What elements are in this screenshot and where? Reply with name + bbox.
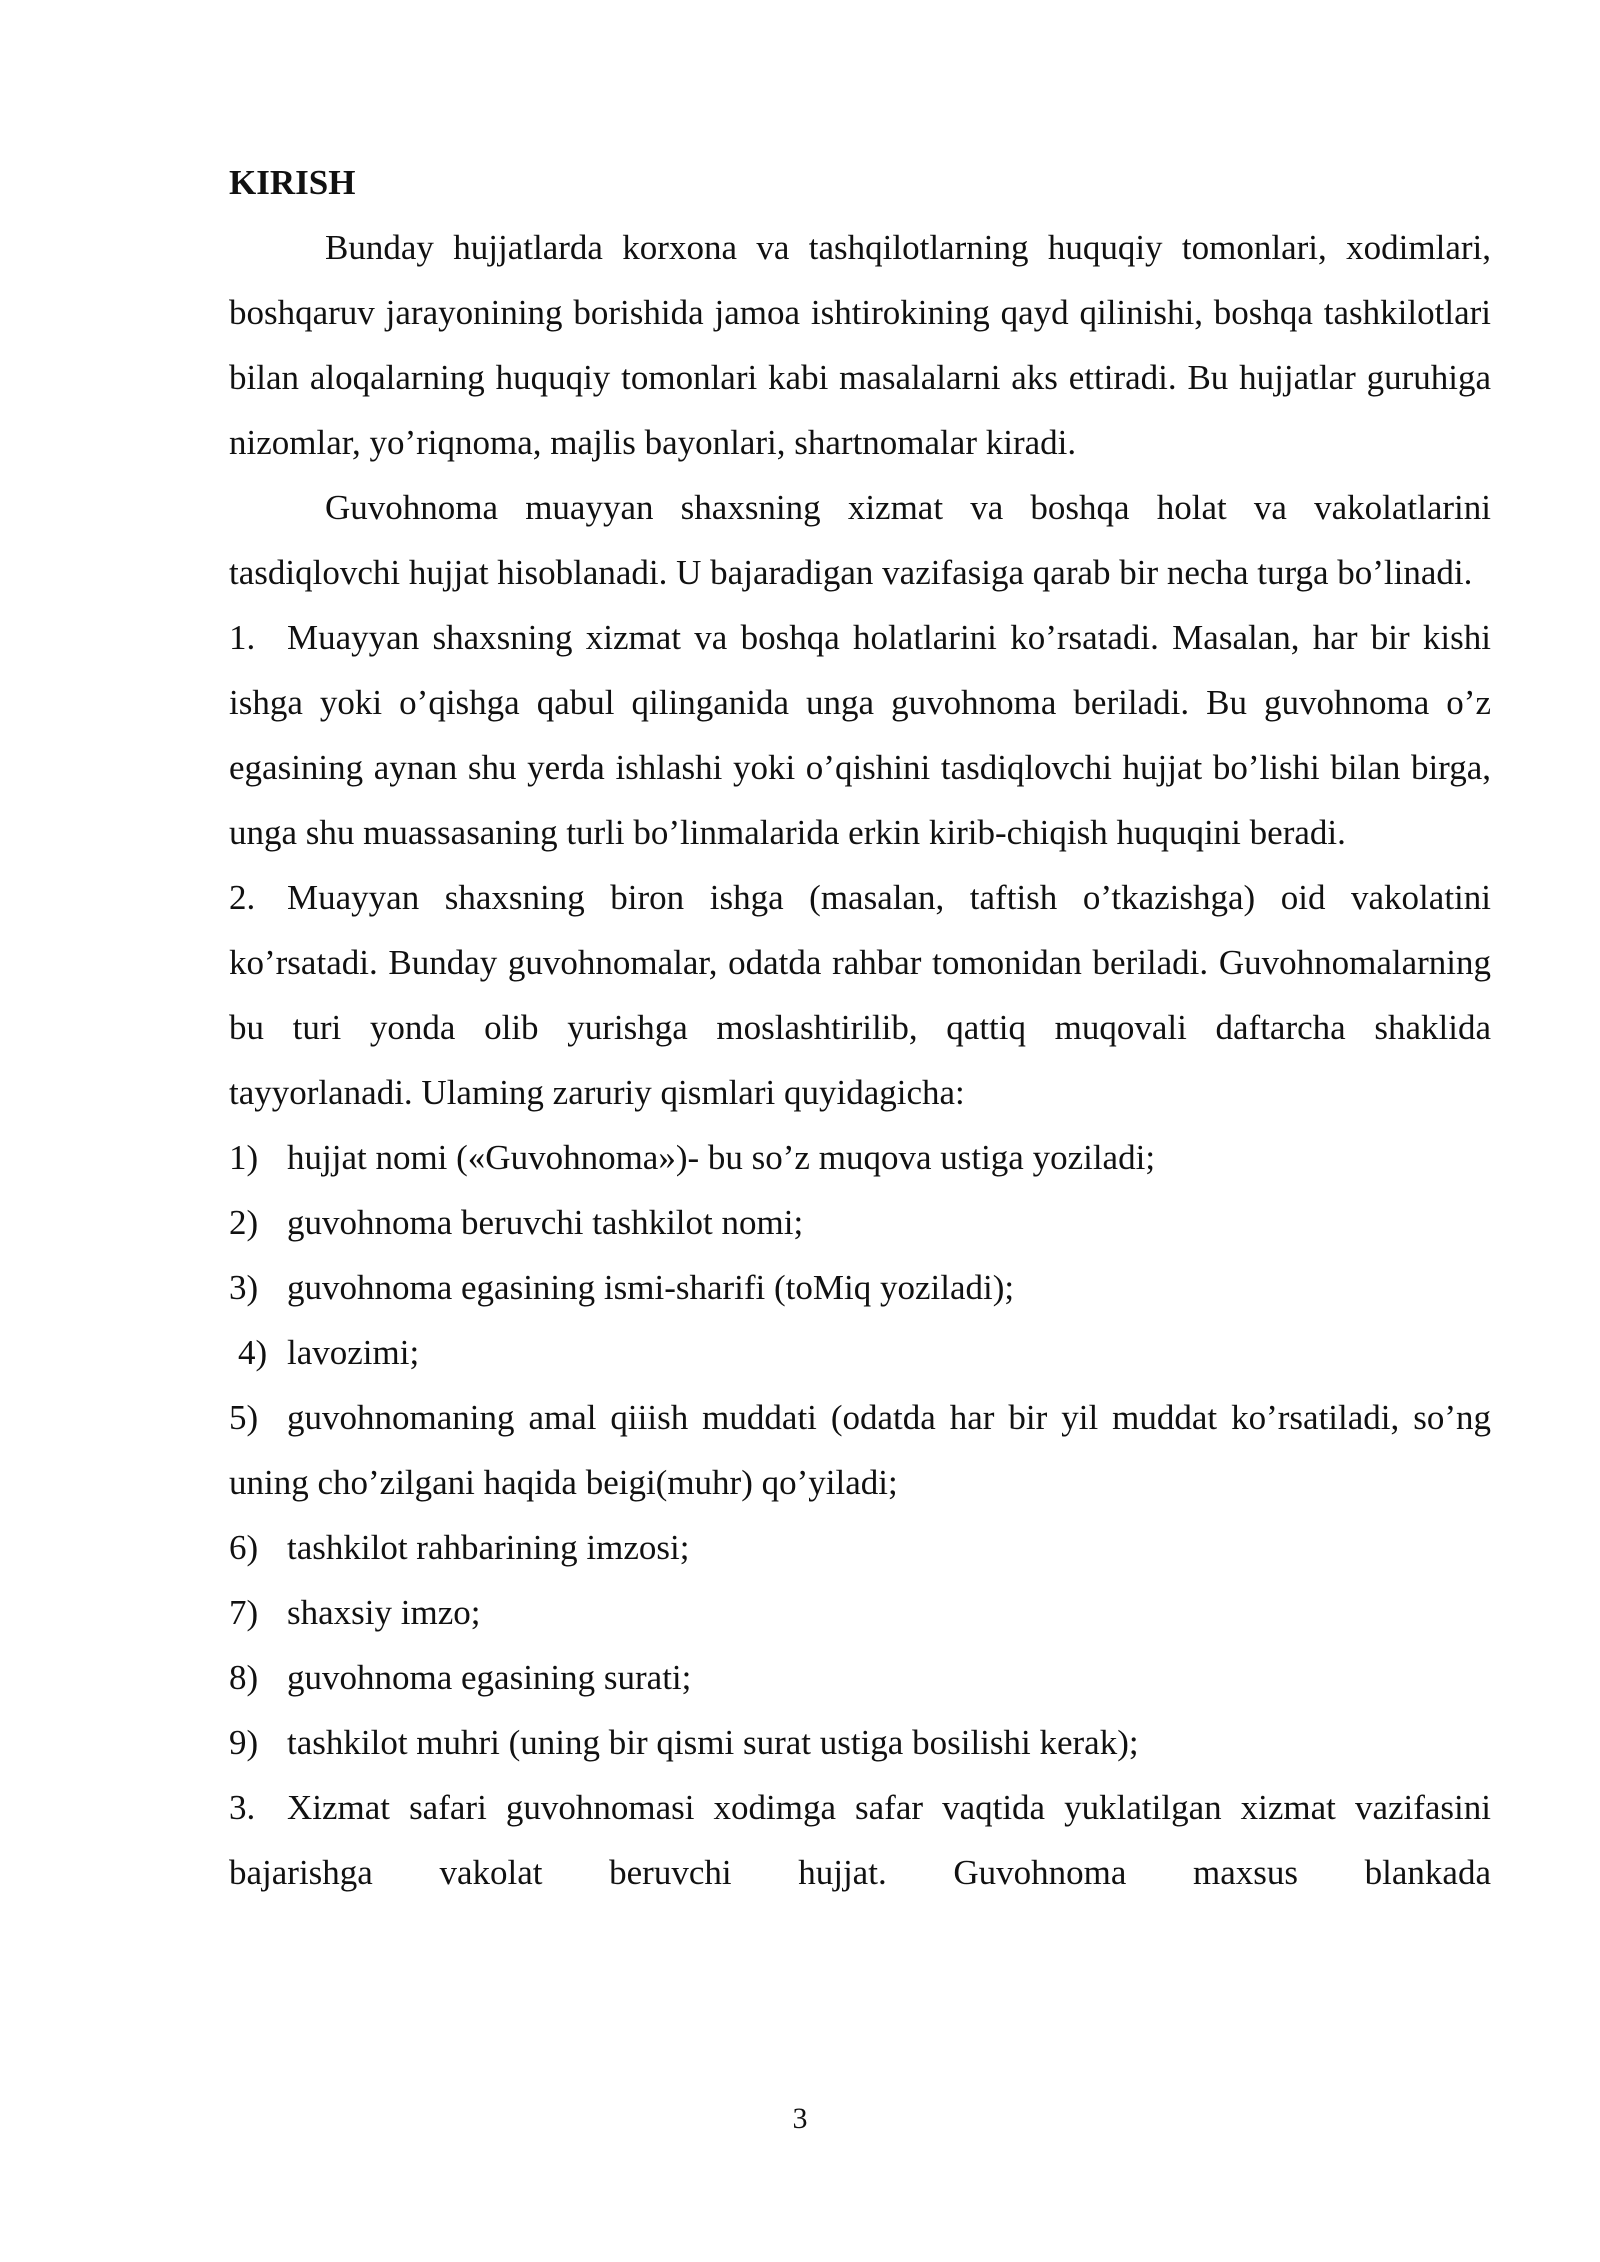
list-item-text: Muayyan shaxsning biron ishga (masalan, taftish o’tkazishga) oid vakolatini ko’rsatadi. Bunday guvohnomalar, odatda rahbar tomonidan beriladi. Guvohnomalarning bu turi yonda olib yurishga moslashtirilib, qattiq muqovali daftarcha shaklida tayyorlanadi. Ulaming zaruriy qismlari quyidagicha: bbox=[229, 878, 1491, 1112]
sublist-item-2 bbox=[229, 1190, 1491, 1255]
sublist-text: guvohnoma egasining surati; bbox=[287, 1658, 692, 1697]
sublist-text: hujjat nomi («Guvohnoma»)- bu so’z muqova ustiga yoziladi; bbox=[287, 1138, 1156, 1177]
sublist-text: shaxsiy imzo; bbox=[287, 1593, 481, 1632]
sublist-text: tashkilot rahbarining imzosi; bbox=[287, 1528, 690, 1567]
sublist-number: 5) bbox=[229, 1398, 259, 1437]
page-content bbox=[229, 150, 1491, 1905]
sublist-text: guvohnoma egasining ismi-sharifi (toMiq yoziladi); bbox=[287, 1268, 1015, 1307]
sublist-number: 6) bbox=[229, 1528, 259, 1567]
sublist-item-1 bbox=[229, 1125, 1491, 1190]
sublist-item-6 bbox=[229, 1515, 1491, 1580]
list-item-number: 2. bbox=[229, 878, 256, 917]
list-item-number: 1. bbox=[229, 618, 256, 657]
sublist-item-4 bbox=[229, 1320, 1491, 1385]
sublist-text: lavozimi; bbox=[287, 1333, 420, 1372]
sublist-number: 7) bbox=[229, 1593, 259, 1632]
list-item-text: Xizmat safari guvohnomasi xodimga safar vaqtida yuklatilgan xizmat vazifasini bajarishga vakolat beruvchi hujjat. Guvohnoma maxsus blankada bbox=[229, 1788, 1491, 1892]
sublist-text: guvohnoma beruvchi tashkilot nomi; bbox=[287, 1203, 804, 1242]
sublist-text: tashkilot muhri (uning bir qismi surat ustiga bosilishi kerak); bbox=[287, 1723, 1139, 1762]
sublist-item-8 bbox=[229, 1645, 1491, 1710]
page-number: 3 bbox=[792, 2102, 808, 2135]
list-item-2 bbox=[229, 865, 1491, 1125]
list-item-1 bbox=[229, 605, 1491, 865]
list-item-number: 3. bbox=[229, 1788, 256, 1827]
section-heading: KIRISH bbox=[229, 163, 356, 202]
sublist-number: 3) bbox=[229, 1268, 259, 1307]
paragraph-intro: Bunday hujjatlarda korxona va tashqilotlarning huquqiy tomonlari, xodimlari, boshqaruv jarayonining borishida jamoa ishtirokining qayd qilinishi, boshqa tashkilotlari bilan aloqalarning huquqiy tomonlari kabi masalalarni aks ettiradi. Bu hujjatlar guruhiga nizomlar, yo’riqnoma, majlis bayonlari, shartnomalar kiradi. bbox=[229, 228, 1491, 462]
sublist-number: 1) bbox=[229, 1138, 259, 1177]
sublist-number: 2) bbox=[229, 1203, 259, 1242]
sublist-number: 9) bbox=[229, 1723, 259, 1762]
sublist-text: guvohnomaning amal qiiish muddati (odatda har bir yil muddat ko’rsatiladi, so’ng uning cho’zilgani haqida beigi(muhr) qo’yiladi; bbox=[229, 1398, 1491, 1502]
paragraph-guvohnoma: Guvohnoma muayyan shaxsning xizmat va boshqa holat va vakolatlarini tasdiqlovchi hujjat hisoblanadi. U bajaradigan vazifasiga qarab bir necha turga bo’linadi. bbox=[229, 488, 1491, 592]
sublist-number: 4) bbox=[238, 1333, 268, 1372]
sublist-item-3 bbox=[229, 1255, 1491, 1320]
sublist-item-9 bbox=[229, 1710, 1491, 1775]
sublist-number: 8) bbox=[229, 1658, 259, 1697]
sublist-item-7 bbox=[229, 1580, 1491, 1645]
sublist-item-5 bbox=[229, 1385, 1491, 1515]
list-item-3 bbox=[229, 1775, 1491, 1905]
list-item-text: Muayyan shaxsning xizmat va boshqa holatlarini ko’rsatadi. Masalan, har bir kishi ishga yoki o’qishga qabul qilinganida unga guvohnoma beriladi. Bu guvohnoma o’z egasining aynan shu yerda ishlashi yoki o’qishini tasdiqlovchi hujjat bo’lishi bilan birga, unga shu muassasaning turli bo’linmalarida erkin kirib-chiqish huquqini beradi. bbox=[229, 618, 1491, 852]
